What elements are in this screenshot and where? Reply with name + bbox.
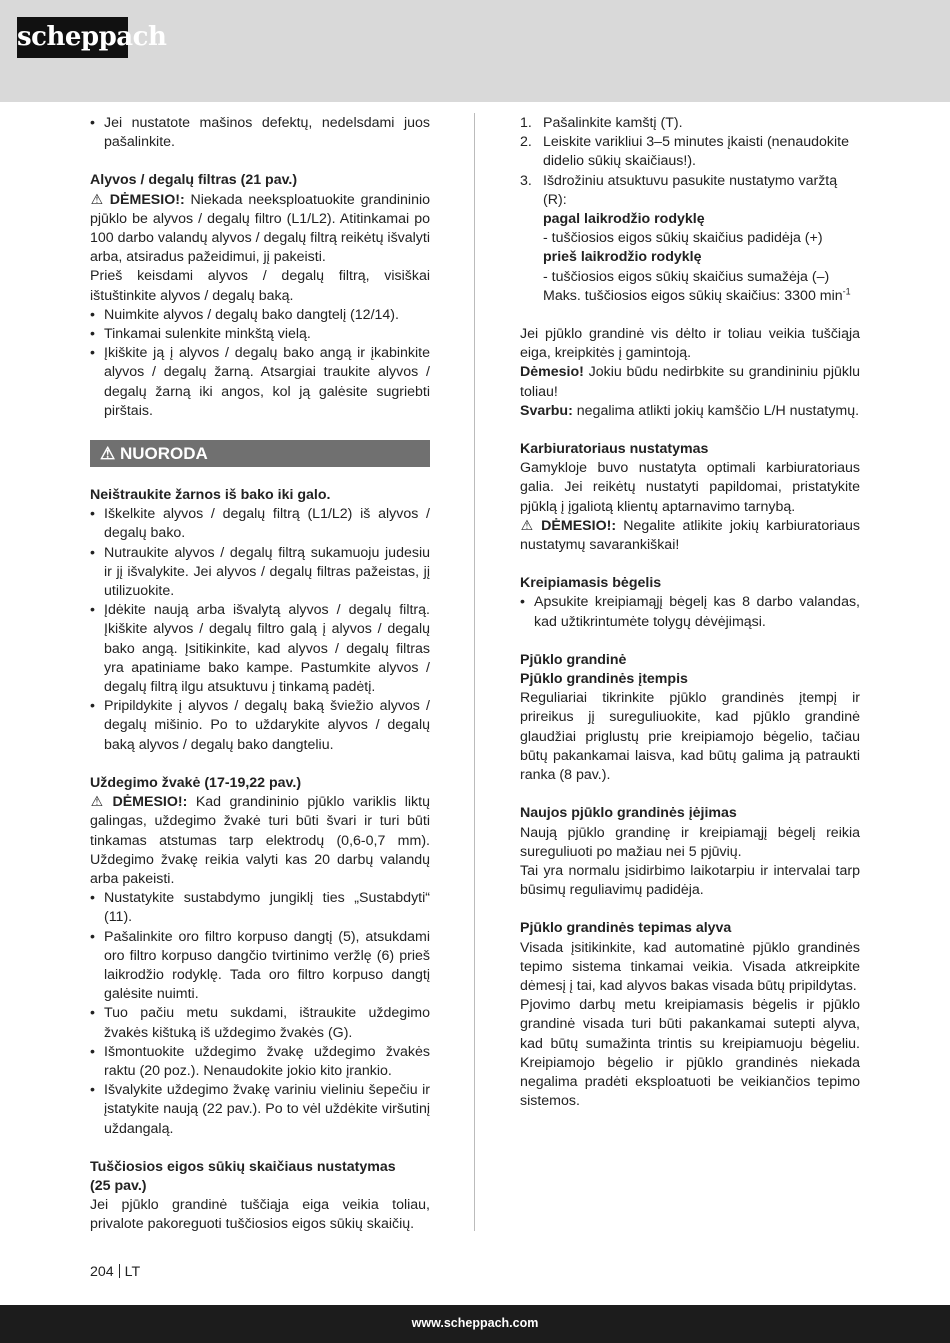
list-item: • Tuo pačiu metu sukdami, ištraukite uždegimo žvakės kištuką iš uždegimo žvakės (G). bbox=[90, 1004, 430, 1042]
footer-band bbox=[0, 1305, 950, 1343]
step-text: Pašalinkite kamštį (T). bbox=[543, 115, 683, 131]
warning-icon: ⚠ bbox=[90, 191, 104, 208]
list-item: • Pašalinkite oro filtro korpuso dangtį (5), atsukdami oro filtro korpuso dangčio tvirtinimo veržlę (6) prieš laikrodžio rodyklę. Tada oro filtro korpuso dangtį galėsite nuimti. bbox=[90, 928, 430, 1005]
max-speed-text bbox=[520, 287, 860, 306]
list-item: • Pripildykite į alyvos / degalų baką šviežio alyvos / degalų mišinio. Po to uždarykite alyvos / degalų baką alyvos / degalų bako dangteliu. bbox=[90, 697, 430, 755]
intro-list bbox=[90, 114, 430, 152]
filter-list bbox=[90, 306, 430, 421]
idle-paragraph-right: Jei pjūklo grandinė vis dėlto ir toliau veikia tuščiąja eiga, kreipkitės į gamintoją. bbox=[520, 326, 860, 362]
section-heading-carb: Karbiuratoriaus nustatymas bbox=[520, 441, 709, 458]
column-divider bbox=[474, 113, 475, 1231]
list-item: • Iškelkite alyvos / degalų filtrą (L1/L2) iš alyvos / degalų bako. bbox=[90, 505, 430, 543]
page-number bbox=[90, 1264, 140, 1280]
hose-list bbox=[90, 505, 430, 755]
section-heading-idle: Tuščiosios eigos sūkių skaičiaus nustatymas bbox=[90, 1158, 396, 1175]
chain-paragraph: Reguliariai tikrinkite pjūklo grandinės įtempį ir prireikus jį sureguliuokite, kad pjūklo grandinė glaudžiai priglustų prie kreipiamojo bėgelio, tačiau būtų pakankamai laisva, kad būtų galima ją patraukti ranka (8 pav.). bbox=[520, 690, 860, 784]
left-column bbox=[90, 114, 430, 1235]
lube-paragraph-1: Visada įsitikinkite, kad automatinė pjūklo grandinės tepimo sistema tinkamai veikia. Visada atkreipkite dėmesį į tai, kad alyvos bakas visada būtų pripildytas. bbox=[520, 939, 860, 994]
attention-label: Dėmesio! bbox=[520, 364, 584, 381]
list-item: • Išmontuokite uždegimo žvakę uždegimo žvakės raktu (20 poz.). Nenaudokite jokio kito įrankio. bbox=[90, 1043, 430, 1081]
page-separator bbox=[119, 1264, 120, 1278]
section-heading-spark: Uždegimo žvakė (17-19,22 pav.) bbox=[90, 774, 302, 791]
step-number: 3. bbox=[520, 172, 532, 189]
breakin-paragraph-2: Tai yra normalu įsidirbimo laikotarpiu ir intervalai tarp būsimų reguliavimų padidėja. bbox=[520, 862, 860, 899]
guide-list bbox=[520, 593, 860, 631]
list-item: • Įdėkite naują arba išvalytą alyvos / degalų filtrą. Įkiškite alyvos / degalų filtro galą į alyvos / degalų bako angą. Įsitikinkite, kad alyvos / degalų filtras yra apatiniame bako kampe. Pastumkite alyvos / degalų filtrą ilgu atsuktuvu į tinkamą padėtį. bbox=[90, 601, 430, 697]
page-number-value: 204 bbox=[90, 1264, 114, 1280]
step-item bbox=[520, 172, 860, 210]
important-note bbox=[520, 402, 860, 421]
spark-warning bbox=[90, 793, 430, 889]
warning-text: Niekada neeksploatuokite grandininio pjūklo be alyvos / degalų filtro (L1/L2). Atitinkamai po 100 darbo valandų alyvos / degalų filtrą reikėtų išvalyti arba, atsiradus pažeidimui, jį pakeisti. bbox=[90, 191, 430, 266]
step-text: Leiskite varikliui 3–5 minutes įkaisti (nenaudokite didelio sūkių skaičiaus!). bbox=[543, 134, 849, 170]
attention-text: Jokiu būdu nedirbkite su grandininiu pjūklu toliau! bbox=[520, 364, 860, 400]
warning-text: Kad grandininio pjūklo variklis liktų galingas, uždegimo žvakė turi būti švari ir turi būti tinkamas atstumas tarp elektrodų (0,6-0,7 mm). Uždegimo žvakę reikia valyti kas 20 darbų valandų arba pakeisti. bbox=[90, 794, 430, 887]
idle-paragraph: Jei pjūklo grandinė tuščiąja eiga veikia toliau, privalote pakoreguoti tuščiosios eigos sūkių skaičių. bbox=[90, 1197, 430, 1233]
step-item bbox=[520, 114, 860, 133]
website-link[interactable]: www.scheppach.com bbox=[411, 1316, 539, 1330]
steps-list bbox=[520, 114, 860, 210]
lube-paragraph-2: Pjovimo darbų metu kreipiamasis bėgelis ir pjūklo grandinė visada turi būti pakankamai sutepti alyva, kad būtų sumažinta trintis su kreipiamuoju bėgeliu. Kreipiamojo bėgelio ir pjūklo grandinės niekada negalima pradėti eksploatuoti be veikiančios tepimo sistemos. bbox=[520, 997, 860, 1110]
important-text: negalima atlikti jokių kamščio L/H nustatymų. bbox=[576, 402, 860, 419]
step-number: 2. bbox=[520, 134, 532, 151]
step-number: 1. bbox=[520, 115, 532, 131]
clockwise-text: - tuščiosios eigos sūkių skaičius padidėja (+) bbox=[543, 230, 823, 247]
max-speed-unit-sup: -1 bbox=[842, 286, 851, 297]
section-heading-guide: Kreipiamasis bėgelis bbox=[520, 575, 662, 592]
section-heading-hose: Neištraukite žarnos iš bako iki galo. bbox=[90, 487, 331, 504]
brand-logo: scheppach bbox=[17, 17, 128, 58]
important-label: Svarbu: bbox=[520, 402, 573, 419]
breakin-paragraph-1: Naują pjūklo grandinę ir kreipiamąjį bėgelį reikia sureguliuoti po mažiau nei 5 pjūvių. bbox=[520, 824, 860, 860]
carb-paragraph: Gamykloje buvo nustatyta optimali karbiuratoriaus galia. Jei reikėtų nustatyti papildomai, pristatykite pjūklą į įgaliotą klientų aptarnavimo tarnybą. bbox=[520, 460, 860, 515]
max-speed-value: Maks. tuščiosios eigos sūkių skaičius: 3300 min bbox=[543, 287, 843, 304]
counter-label: prieš laikrodžio rodyklę bbox=[543, 249, 702, 266]
section-heading-breakin: Naujos pjūklo grandinės įėjimas bbox=[520, 805, 737, 822]
list-item: • Tinkamai sulenkite minkštą vielą. bbox=[90, 325, 430, 344]
list-item: • Išvalykite uždegimo žvakę variniu vieliniu šepečiu ir įstatykite naują (22 pav.). Po to vėl uždėkite viršutinį uždangalą. bbox=[90, 1081, 430, 1139]
warning-label: DĖMESIO!: bbox=[112, 794, 188, 811]
section-heading-filter: Alyvos / degalų filtras (21 pav.) bbox=[90, 172, 298, 189]
right-column bbox=[520, 114, 860, 1111]
warning-icon: ⚠ bbox=[520, 517, 534, 534]
step-item bbox=[520, 133, 860, 171]
filter-paragraph: Prieš keisdami alyvos / degalų filtrą, visiškai ištuštinkite alyvos / degalų baką. bbox=[90, 268, 430, 304]
warning-label: DĖMESIO!: bbox=[541, 517, 617, 534]
language-code: LT bbox=[124, 1264, 141, 1280]
carb-warning bbox=[520, 517, 860, 555]
list-item: • Jei nustatote mašinos defektų, nedelsdami juos pašalinkite. bbox=[90, 114, 430, 152]
note-box-label: NUORODA bbox=[119, 444, 208, 464]
list-item: • Nustatykite sustabdymo jungiklį ties „Sustabdyti“ (11). bbox=[90, 889, 430, 927]
section-heading-tension: Pjūklo grandinės įtempis bbox=[520, 671, 688, 688]
attention-note bbox=[520, 363, 860, 401]
warning-text: Negalite atlikite jokių karbiuratoriaus nustatymų savarankiškai! bbox=[520, 517, 860, 554]
spark-list bbox=[90, 889, 430, 1139]
filter-warning bbox=[90, 191, 430, 268]
clockwise-label: pagal laikrodžio rodyklę bbox=[543, 211, 705, 228]
section-heading-chain: Pjūklo grandinė bbox=[520, 651, 627, 668]
section-heading-lube: Pjūklo grandinės tepimas alyva bbox=[520, 920, 732, 937]
list-item: • Apsukite kreipiamąjį bėgelį kas 8 darbo valandas, kad užtikrintumėte tolygų dėvėjimąsi. bbox=[520, 593, 860, 631]
warning-icon: ⚠ bbox=[90, 794, 104, 811]
list-item: • Nutraukite alyvos / degalų filtrą sukamuoju judesiu ir jį išvalykite. Jei alyvos / degalų filtras pažeistas, jį utilizuokite. bbox=[90, 544, 430, 602]
list-item: • Nuimkite alyvos / degalų bako dangtelį (12/14). bbox=[90, 306, 430, 325]
warning-label: DĖMESIO!: bbox=[109, 191, 185, 208]
step-text: Išdrožiniu atsuktuvu pasukite nustatymo varžtą (R): bbox=[543, 172, 838, 208]
note-box bbox=[90, 440, 430, 467]
counter-text: - tuščiosios eigos sūkių skaičius sumažėja (–) bbox=[543, 268, 830, 285]
list-item: • Įkiškite ją į alyvos / degalų bako angą ir įkabinkite alyvos / degalų žarną. Atsargiai traukite alyvos / degalų žarną iki angos, kol ją galėsite sugriebti pirštais. bbox=[90, 344, 430, 421]
section-heading-idle-sub: (25 pav.) bbox=[90, 1177, 147, 1194]
warning-icon: ⚠ bbox=[100, 444, 116, 464]
